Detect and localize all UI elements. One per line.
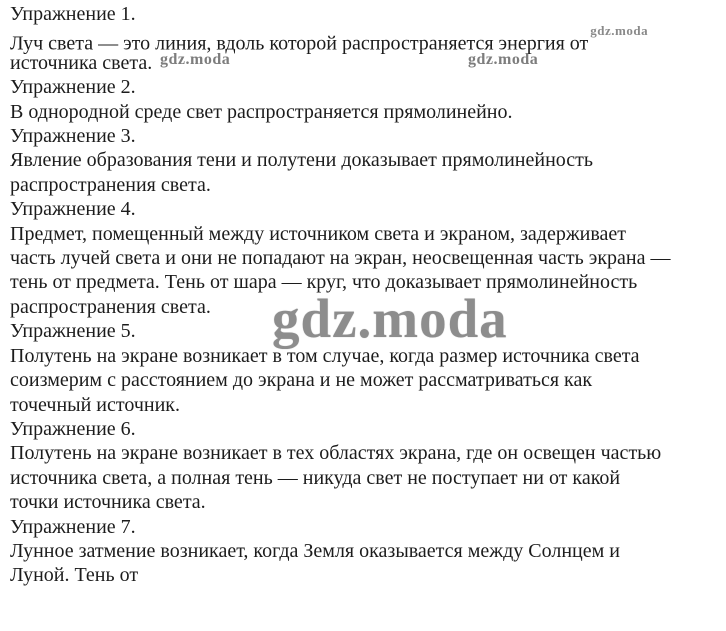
paragraph-line	[10, 563, 722, 587]
line-text: Полутень на экране возникает в том случае, когда размер источника света	[10, 344, 640, 367]
line-text: Лунное затмение возникает, когда Земля оказывается между Солнцем и	[10, 539, 620, 562]
paragraph-line	[10, 173, 722, 197]
line-text: Предмет, помещенный между источником света и экраном, задерживает	[10, 222, 627, 245]
exercise-heading-line	[10, 515, 722, 539]
line-text: Упражнение 6.	[10, 417, 136, 440]
line-text: тень от предмета. Тень от шара — круг, что доказывает прямолинейность	[10, 271, 638, 294]
paragraph-line	[10, 23, 722, 56]
paragraph-line	[10, 51, 722, 75]
line-text: В однородной среде свет распространяется прямолинейно.	[10, 100, 513, 123]
line-text: распространения света.	[10, 173, 211, 196]
exercise-heading-line	[10, 197, 722, 221]
line-text: Упражнение 1.	[10, 3, 136, 25]
line-text: Луч света — это линия, вдоль которой распространяется энергия от	[10, 33, 589, 56]
watermark-inline-right: gdz.moda	[468, 50, 539, 68]
exercise-heading-line	[10, 124, 722, 148]
watermark-superscript: gdz.moda	[590, 23, 649, 39]
paragraph-line	[10, 246, 722, 270]
line-text: Явление образования тени и полутени доказывает прямолинейность	[10, 149, 594, 172]
line-text: соизмерим с расстоянием до экрана и не может рассматриваться как	[10, 369, 593, 392]
line-text: точки источника света.	[10, 491, 206, 514]
exercise-heading-line	[10, 75, 722, 99]
line-text: источника света.	[10, 51, 153, 74]
line-text: Полутень на экране возникает в тех областях экрана, где он освещен частью	[10, 442, 662, 465]
line-text: Упражнение 3.	[10, 125, 136, 148]
line-text: Упражнение 2.	[10, 76, 136, 99]
paragraph-line	[10, 441, 722, 465]
line-text: точечный источник.	[10, 393, 181, 416]
paragraph-line	[10, 368, 722, 392]
paragraph-line	[10, 539, 722, 563]
line-text: Упражнение 5.	[10, 320, 136, 343]
watermark-large: gdz.moda	[272, 288, 508, 349]
line-text: часть лучей света и они не попадают на экран, неосвещенная часть экрана —	[10, 247, 671, 270]
paragraph-line	[10, 490, 722, 514]
line-text: распространения света.	[10, 295, 211, 318]
line-text: Упражнение 4.	[10, 198, 136, 221]
line-text: Луной. Тень от	[10, 564, 139, 587]
watermark-inline-left: gdz.moda	[160, 50, 231, 68]
paragraph-line	[10, 466, 722, 490]
paragraph-line	[10, 148, 722, 172]
paragraph-line	[10, 222, 722, 246]
paragraph-line	[10, 100, 722, 124]
line-text: источника света, а полная тень — никуда свет не поступает ни от какой	[10, 466, 621, 489]
line-text: Упражнение 7.	[10, 515, 136, 538]
exercise-heading-line	[10, 417, 722, 441]
paragraph-line	[10, 393, 722, 417]
